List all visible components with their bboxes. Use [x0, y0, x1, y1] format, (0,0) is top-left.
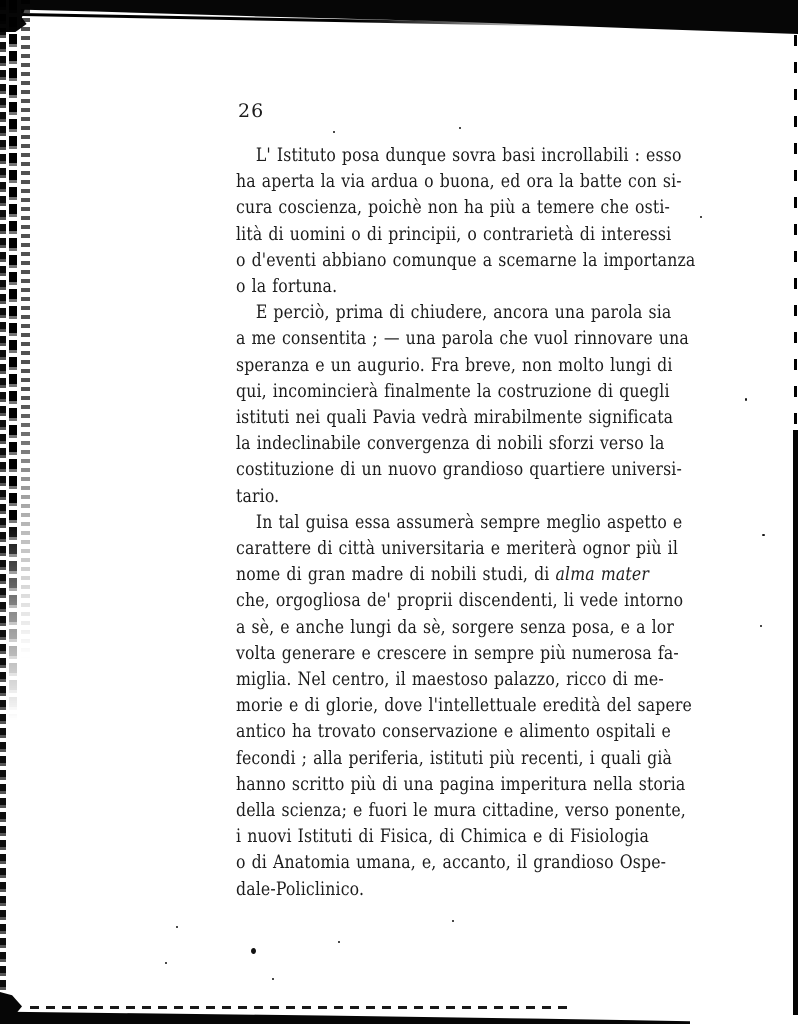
text-line: o la fortuna.: [236, 275, 338, 298]
scan-speck: [700, 216, 702, 218]
text-line: L' Istituto posa dunque sovra basi incrollabili : esso: [255, 144, 682, 166]
text-line: a sè, e anche lungi da sè, sorgere senza posa, e a lor: [236, 615, 675, 638]
scan-speck: [165, 962, 167, 964]
text-line: la indeclinabile convergenza di nobili sforzi verso la: [236, 432, 665, 455]
text-line: hanno scritto più di una pagina imperitura nella storia: [236, 772, 686, 795]
scan-speck: [745, 398, 747, 401]
text-line: che, orgogliosa de' proprii discendenti, li vede intorno: [236, 589, 684, 612]
scan-artifact-bottom-edge: [0, 1010, 690, 1024]
text-line: dale-Policlinico.: [236, 877, 365, 900]
text-line: qui, incomincierà finalmente la costruzione di quegli: [236, 379, 670, 402]
text-line: a me consentita ; — una parola che vuol rinnovare una: [236, 327, 689, 350]
text-line: In tal guisa essa assumerà sempre meglio aspetto e: [255, 510, 683, 533]
text-line: lità di uomini o di principii, o contrarietà di interessi: [236, 222, 672, 245]
scan-artifact-left-edge: [0, 0, 34, 1010]
scan-speck: [333, 131, 335, 133]
text-line: costituzione di un nuovo grandioso quartiere universi-: [236, 458, 682, 481]
scan-speck: [452, 920, 454, 922]
paragraph-1: [236, 142, 696, 299]
text-line: cura coscienza, poichè non ha più a temere che osti-: [236, 196, 671, 219]
text-line: istituti nei quali Pavia vedrà mirabilmente significata: [236, 406, 674, 429]
scan-speck: [459, 127, 461, 129]
text-line: carattere di città universitaria e meriterà ognor più il: [236, 537, 679, 560]
scan-speck: [176, 926, 178, 928]
page-number: 26: [238, 100, 265, 122]
text-line: morie e di glorie, dove l'intellettuale eredità del sapere: [236, 694, 693, 717]
text-line: ha aperta la via ardua o buona, ed ora la batte con si-: [236, 170, 682, 193]
scan-speck: [338, 941, 340, 943]
text-line: miglia. Nel centro, il maestoso palazzo, ricco di me-: [236, 668, 664, 691]
text-line: speranza e un augurio. Fra breve, non molto lungi di: [236, 353, 673, 376]
text-line: tario.: [236, 484, 280, 507]
scan-artifact-left-stripe: [9, 0, 17, 720]
scan-ink-dot: [251, 948, 256, 954]
scan-artifact-right-edge-lower: [793, 430, 798, 1015]
text-line: antico ha trovato conservazione e alimento ospitali e: [236, 720, 672, 743]
body-text: [236, 142, 696, 902]
scan-speck: [760, 625, 762, 627]
scan-artifact-bottom-speckle: [30, 1006, 570, 1009]
scan-artifact-right-edge-upper: [794, 35, 797, 430]
scan-speck: [762, 534, 765, 536]
paragraph-3: [236, 509, 693, 902]
text-line: o d'eventi abbiano comunque a scemarne la importanza: [236, 248, 696, 271]
text-line: fecondi ; alla periferia, istituti più recenti, i quali già: [236, 746, 673, 769]
scan-artifact-left-stripe: [0, 0, 6, 995]
text-line: nome di gran madre di nobili studi, di alma mater: [236, 563, 649, 586]
paragraph-2: [236, 299, 689, 509]
text-line: volta generare e crescere in sempre più numerosa fa-: [236, 641, 679, 664]
scan-speck: [272, 978, 274, 980]
text-line: o di Anatomia umana, e, accanto, il grandioso Ospe-: [236, 851, 667, 874]
text-line: E perciò, prima di chiudere, ancora una parola sia: [255, 301, 672, 324]
scan-artifact-left-stripe: [21, 0, 30, 660]
text-line: della scienza; e fuori le mura cittadine, verso ponente,: [236, 799, 686, 822]
text-line: i nuovi Istituti di Fisica, di Chimica e di Fisiologia: [236, 825, 649, 848]
